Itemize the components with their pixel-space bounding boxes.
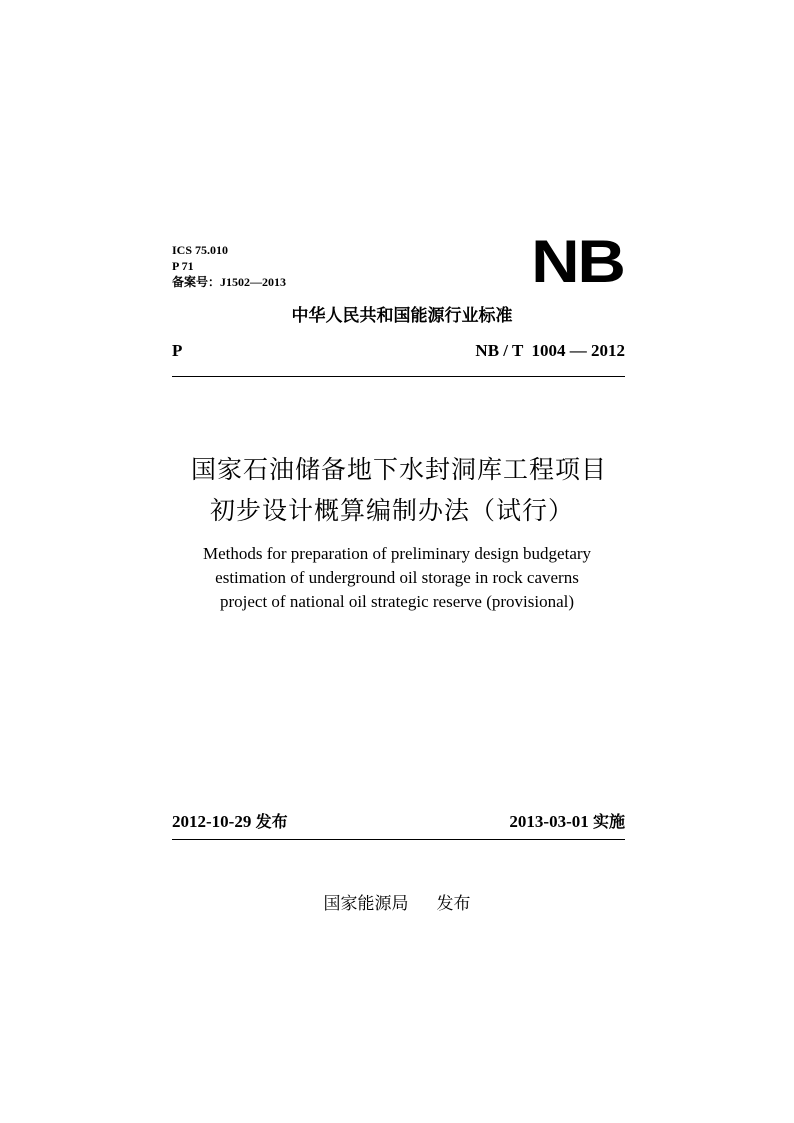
- title-en-line-2: estimation of underground oil storage in rock caverns: [215, 568, 579, 587]
- title-en-line-1: Methods for preparation of preliminary design budgetary: [202, 544, 592, 563]
- standard-meta-block: [172, 242, 286, 290]
- title-cn-line-1: 国家石油储备地下水封洞库工程项目: [190, 455, 607, 484]
- implement-date: 2013-03-01: [509, 812, 589, 831]
- category-code: P 71: [172, 259, 194, 273]
- header-divider: [172, 376, 625, 377]
- date-row: [172, 810, 625, 834]
- implement-date-group: [509, 810, 625, 834]
- footer-divider: [172, 839, 625, 840]
- filing-number: 备案号：J1502—2013: [172, 275, 287, 289]
- ics-code: ICS 75.010: [172, 243, 229, 257]
- issuer-standard-heading: 中华人民共和国能源行业标准: [291, 306, 513, 326]
- publisher-row: [0, 891, 794, 917]
- title-en-line-3: project of national oil strategic reserve (provisional): [219, 592, 575, 611]
- classification-row: [172, 340, 625, 362]
- standard-number: NB / T 1004 — 2012: [475, 341, 625, 360]
- publisher-name: 国家能源局: [323, 894, 409, 914]
- title-cn-line-2: 初步设计概算编制办法（试行）: [209, 496, 574, 525]
- issue-date: 2012-10-29: [172, 812, 252, 831]
- issue-date-group: [172, 810, 288, 834]
- classification-code: P: [172, 341, 183, 360]
- issue-label: 发布: [255, 812, 288, 831]
- publisher-label: 发布: [436, 894, 471, 914]
- title-en-block: [0, 542, 794, 614]
- implement-label: 实施: [592, 812, 625, 831]
- nb-logo: NB: [531, 228, 624, 295]
